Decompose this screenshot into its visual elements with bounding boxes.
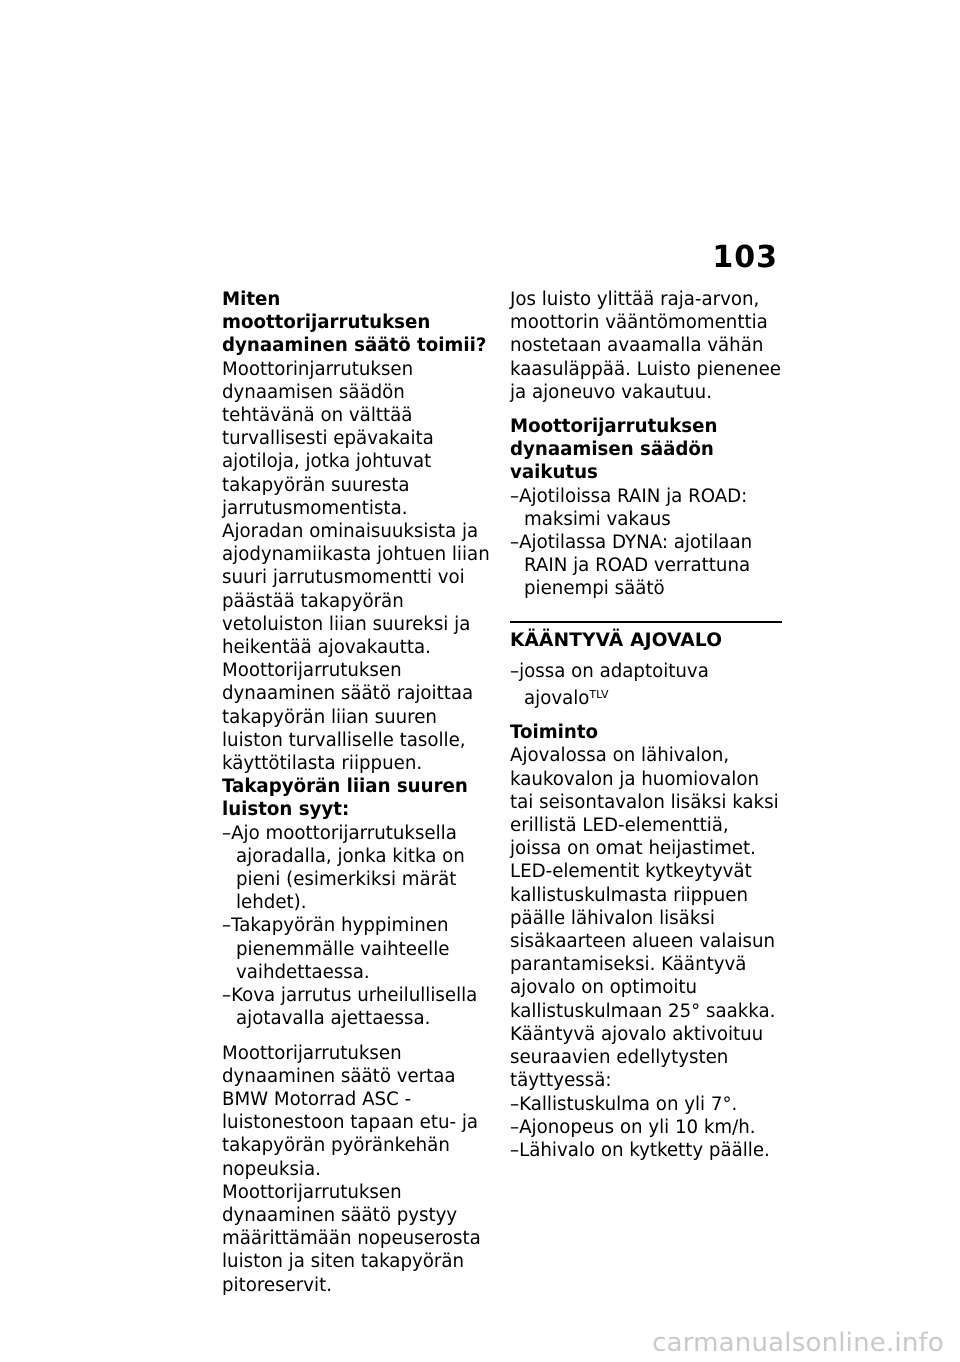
list-item: –Kallistuskulma on yli 7°.: [510, 1093, 738, 1115]
slip-causes-list: [222, 822, 494, 1031]
activation-conditions-list: [510, 1093, 782, 1163]
page-number: 103: [712, 240, 778, 275]
heading-function: Toiminto: [510, 722, 599, 744]
right-column: [510, 288, 782, 1162]
list-item: –Ajotiloissa RAIN ja ROAD: maksimi vakaus: [510, 485, 748, 530]
option-code: TLV: [589, 688, 609, 702]
list-item: [510, 660, 782, 710]
left-column: [222, 288, 494, 1297]
section-condition-list: [510, 660, 782, 710]
watermark: carmanualsonline.info: [652, 1328, 944, 1358]
paragraph-purpose: Moottorinjarrutuksen dynaamisen säädön tehtävänä on välttää turvallisesti epävakaita ajotiloja, jotka johtuvat takapyörän suuresta jarrutusmomentista. Ajoradan ominaisuuksista ja ajodynamiikasta johtuen liian suuri jarrutusmomentti voi päästää takapyörän vetoluiston liian suureksi ja heikentää ajovakautta. Moottorijarrutuksen dynaaminen säätö rajoittaa takapyörän liian suuren luiston turvalliselle tasolle, käyttötilasta riippuen.: [222, 358, 490, 775]
list-item: –Ajotilassa DYNA: ajotilaan RAIN ja ROAD verrattuna pienempi säätö: [510, 532, 753, 600]
paragraph-threshold: Jos luisto ylittää raja-arvon, moottorin vääntömomenttia nostetaan avaamalla vähän kaasuläppää. Luisto pienenee ja ajoneuvo vakautuu.: [510, 289, 781, 403]
heading-how-it-works: Miten moottorijarrutuksen dynaaminen säätö toimii?: [222, 289, 487, 357]
list-item: –Kova jarrutus urheilullisella ajotavalla ajettaessa.: [222, 985, 478, 1030]
list-item: –Ajonopeus on yli 10 km/h.: [510, 1116, 756, 1138]
paragraph-function: Ajovalossa on lähivalon, kaukovalon ja huomiovalon tai seisontavalon lisäksi kaksi erillistä LED-elementtiä, joissa on omat heijastimet. LED-elementit kytkeytyvät kallistuskulmasta riippuen päälle lähivalon lisäksi sisäkaarteen alueen valaisun parantamiseksi. Kääntyvä ajovalo on optimoitu kallistuskulmaan 25° saakka.: [510, 745, 779, 1022]
effect-list: [510, 485, 782, 601]
section-title: KÄÄNTYVÄ AJOVALO: [510, 629, 723, 651]
paragraph-comparison: Moottorijarrutuksen dynaaminen säätö vertaa BMW Motorrad ASC -luistonestoon tapaan etu- ja takapyörän pyöränkehän nopeuksia. Moottorijarrutuksen dynaaminen säätö pystyy määrittämään nopeuserosta luiston ja siten takapyörän pitoreservit.: [222, 1042, 481, 1296]
list-item: –Ajo moottorijarrutuksella ajoradalla, jonka kitka on pieni (esimerkiksi märät lehdet).: [222, 822, 465, 914]
section-divider: [510, 621, 782, 623]
heading-slip-causes: Takapyörän liian suuren luiston syyt:: [222, 776, 468, 821]
list-item-text: –jossa on adaptoituva ajovalo: [510, 660, 709, 710]
list-item: –Takapyörän hyppiminen pienemmälle vaihteelle vaihdettaessa.: [222, 915, 450, 983]
list-item: –Lähivalo on kytketty päälle.: [510, 1139, 770, 1161]
heading-effect: Moottorijarrutuksen dynaamisen säädön vaikutus: [510, 416, 718, 484]
paragraph-activation: Kääntyvä ajovalo aktivoituu seuraavien edellytysten täyttyessä:: [510, 1023, 764, 1092]
